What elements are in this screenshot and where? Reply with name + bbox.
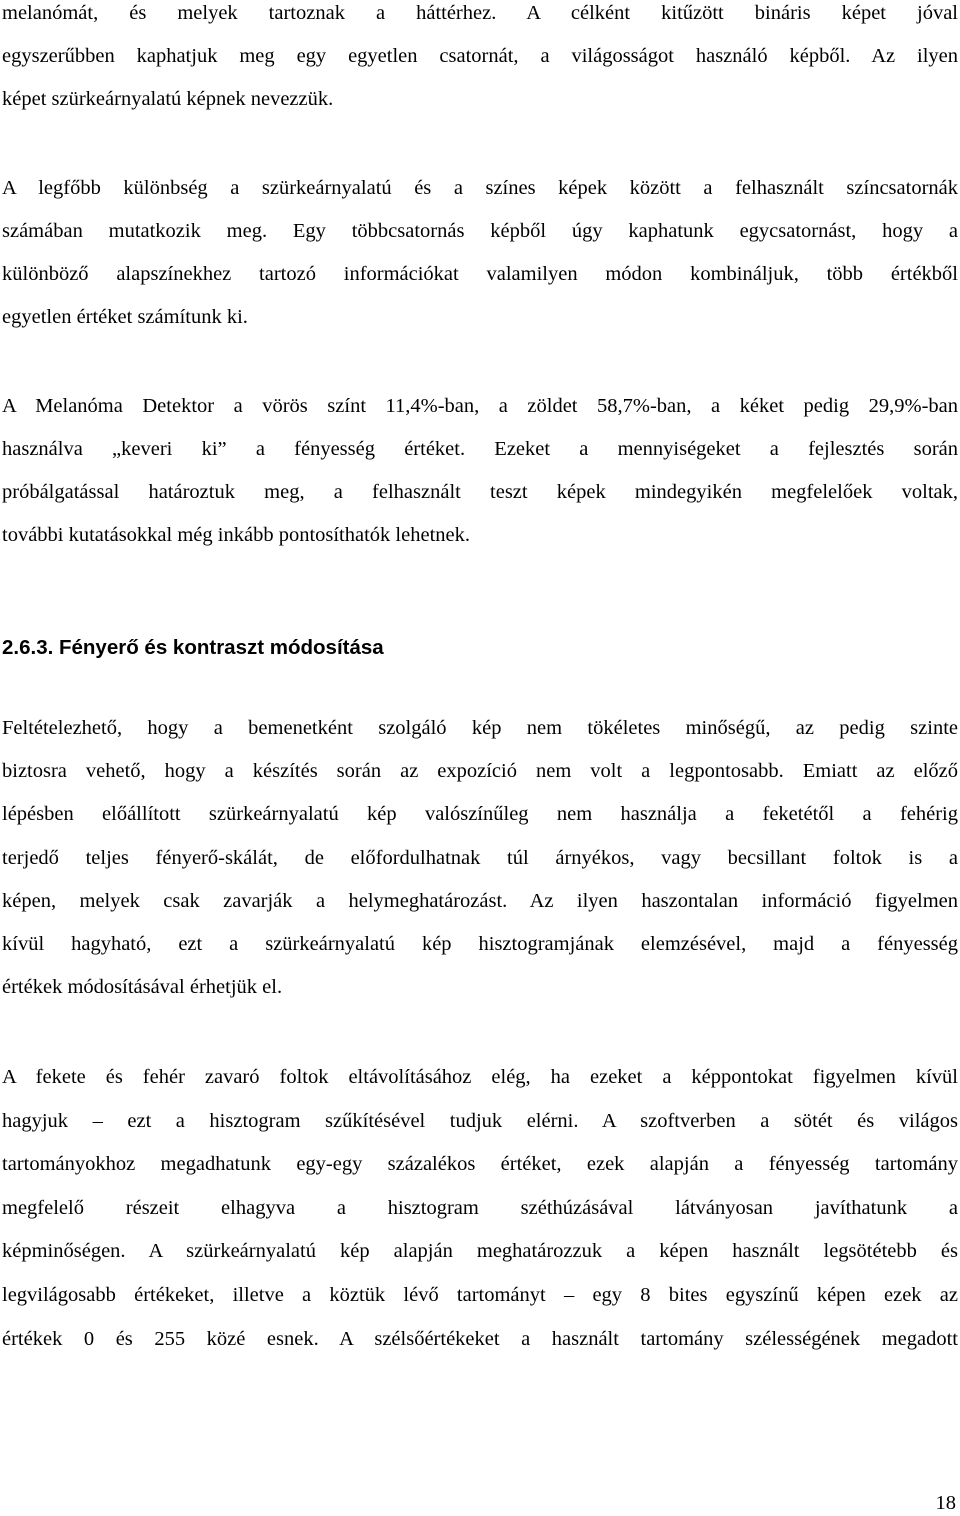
text-line: hagyjuk – ezt a hisztogram szűkítésével tudjuk elérni. A szoftverben a sötét és világos — [2, 1110, 958, 1132]
text-line: értékek 0 és 255 közé esnek. A szélsőértékeket a használt tartomány szélességének megadott — [2, 1328, 958, 1350]
text-line: kívül hagyható, ezt a szürkeárnyalatú kép hisztogramjának elemzésével, majd a fényesség — [2, 933, 958, 955]
text-line: A legfőbb különbség a szürkeárnyalatú és a színes képek között a felhasznált színcsatornák — [2, 177, 958, 199]
text-line: számában mutatkozik meg. Egy többcsatornás képből úgy kaphatunk egycsatornást, hogy a — [2, 220, 958, 242]
page-number: 18 — [935, 1492, 956, 1514]
text-line: A Melanóma Detektor a vörös színt 11,4%-ban, a zöldet 58,7%-ban, a kéket pedig 29,9%-ban — [2, 395, 958, 417]
text-line: legvilágosabb értékeket, illetve a köztük lévő tartományt – egy 8 bites egyszínű képen ezek az — [2, 1284, 958, 1306]
text-line: egyetlen értéket számítunk ki. — [2, 306, 248, 328]
text-line: A fekete és fehér zavaró foltok eltávolításához elég, ha ezeket a képpontokat figyelmen kívül — [2, 1066, 958, 1088]
text-line: különböző alapszínekhez tartozó információkat valamilyen módon kombináljuk, több értékből — [2, 263, 958, 285]
text-line: értékek módosításával érhetjük el. — [2, 976, 283, 998]
text-line: próbálgatással határoztuk meg, a felhasznált teszt képek mindegyikén megfelelőek voltak, — [2, 481, 958, 503]
section-heading: 2.6.3. Fényerő és kontraszt módosítása — [2, 636, 384, 659]
text-line: megfelelő részeit elhagyva a hisztogram széthúzásával látványosan javíthatunk a — [2, 1197, 958, 1219]
text-line: egyszerűbben kaphatjuk meg egy egyetlen csatornát, a világosságot használó képből. Az ilyen — [2, 45, 958, 67]
text-line: képen, melyek csak zavarják a helymeghatározást. Az ilyen haszontalan információ figyelmen — [2, 890, 958, 912]
text-line: lépésben előállított szürkeárnyalatú kép valószínűleg nem használja a feketétől a fehérig — [2, 803, 958, 825]
text-line: használva „keveri ki” a fényesség értéket. Ezeket a mennyiségeket a fejlesztés során — [2, 438, 958, 460]
text-line: tartományokhoz megadhatunk egy-egy százalékos értéket, ezek alapján a fényesség tartomány — [2, 1153, 958, 1175]
text-line: terjedő teljes fényerő-skálát, de előfordulhatnak túl árnyékos, vagy becsillant foltok is a — [2, 847, 958, 869]
text-line: Feltételezhető, hogy a bemenetként szolgáló kép nem tökéletes minőségű, az pedig szinte — [2, 717, 958, 739]
text-line: további kutatásokkal még inkább pontosíthatók lehetnek. — [2, 524, 470, 546]
text-line: melanómát, és melyek tartoznak a háttérhez. A célként kitűzött bináris képet jóval — [2, 2, 958, 24]
text-line: képminőségen. A szürkeárnyalatú kép alapján meghatározzuk a képen használt legsötétebb és — [2, 1240, 958, 1262]
text-line: képet szürkeárnyalatú képnek nevezzük. — [2, 88, 334, 110]
text-line: biztosra vehető, hogy a készítés során az expozíció nem volt a legpontosabb. Emiatt az előző — [2, 760, 958, 782]
